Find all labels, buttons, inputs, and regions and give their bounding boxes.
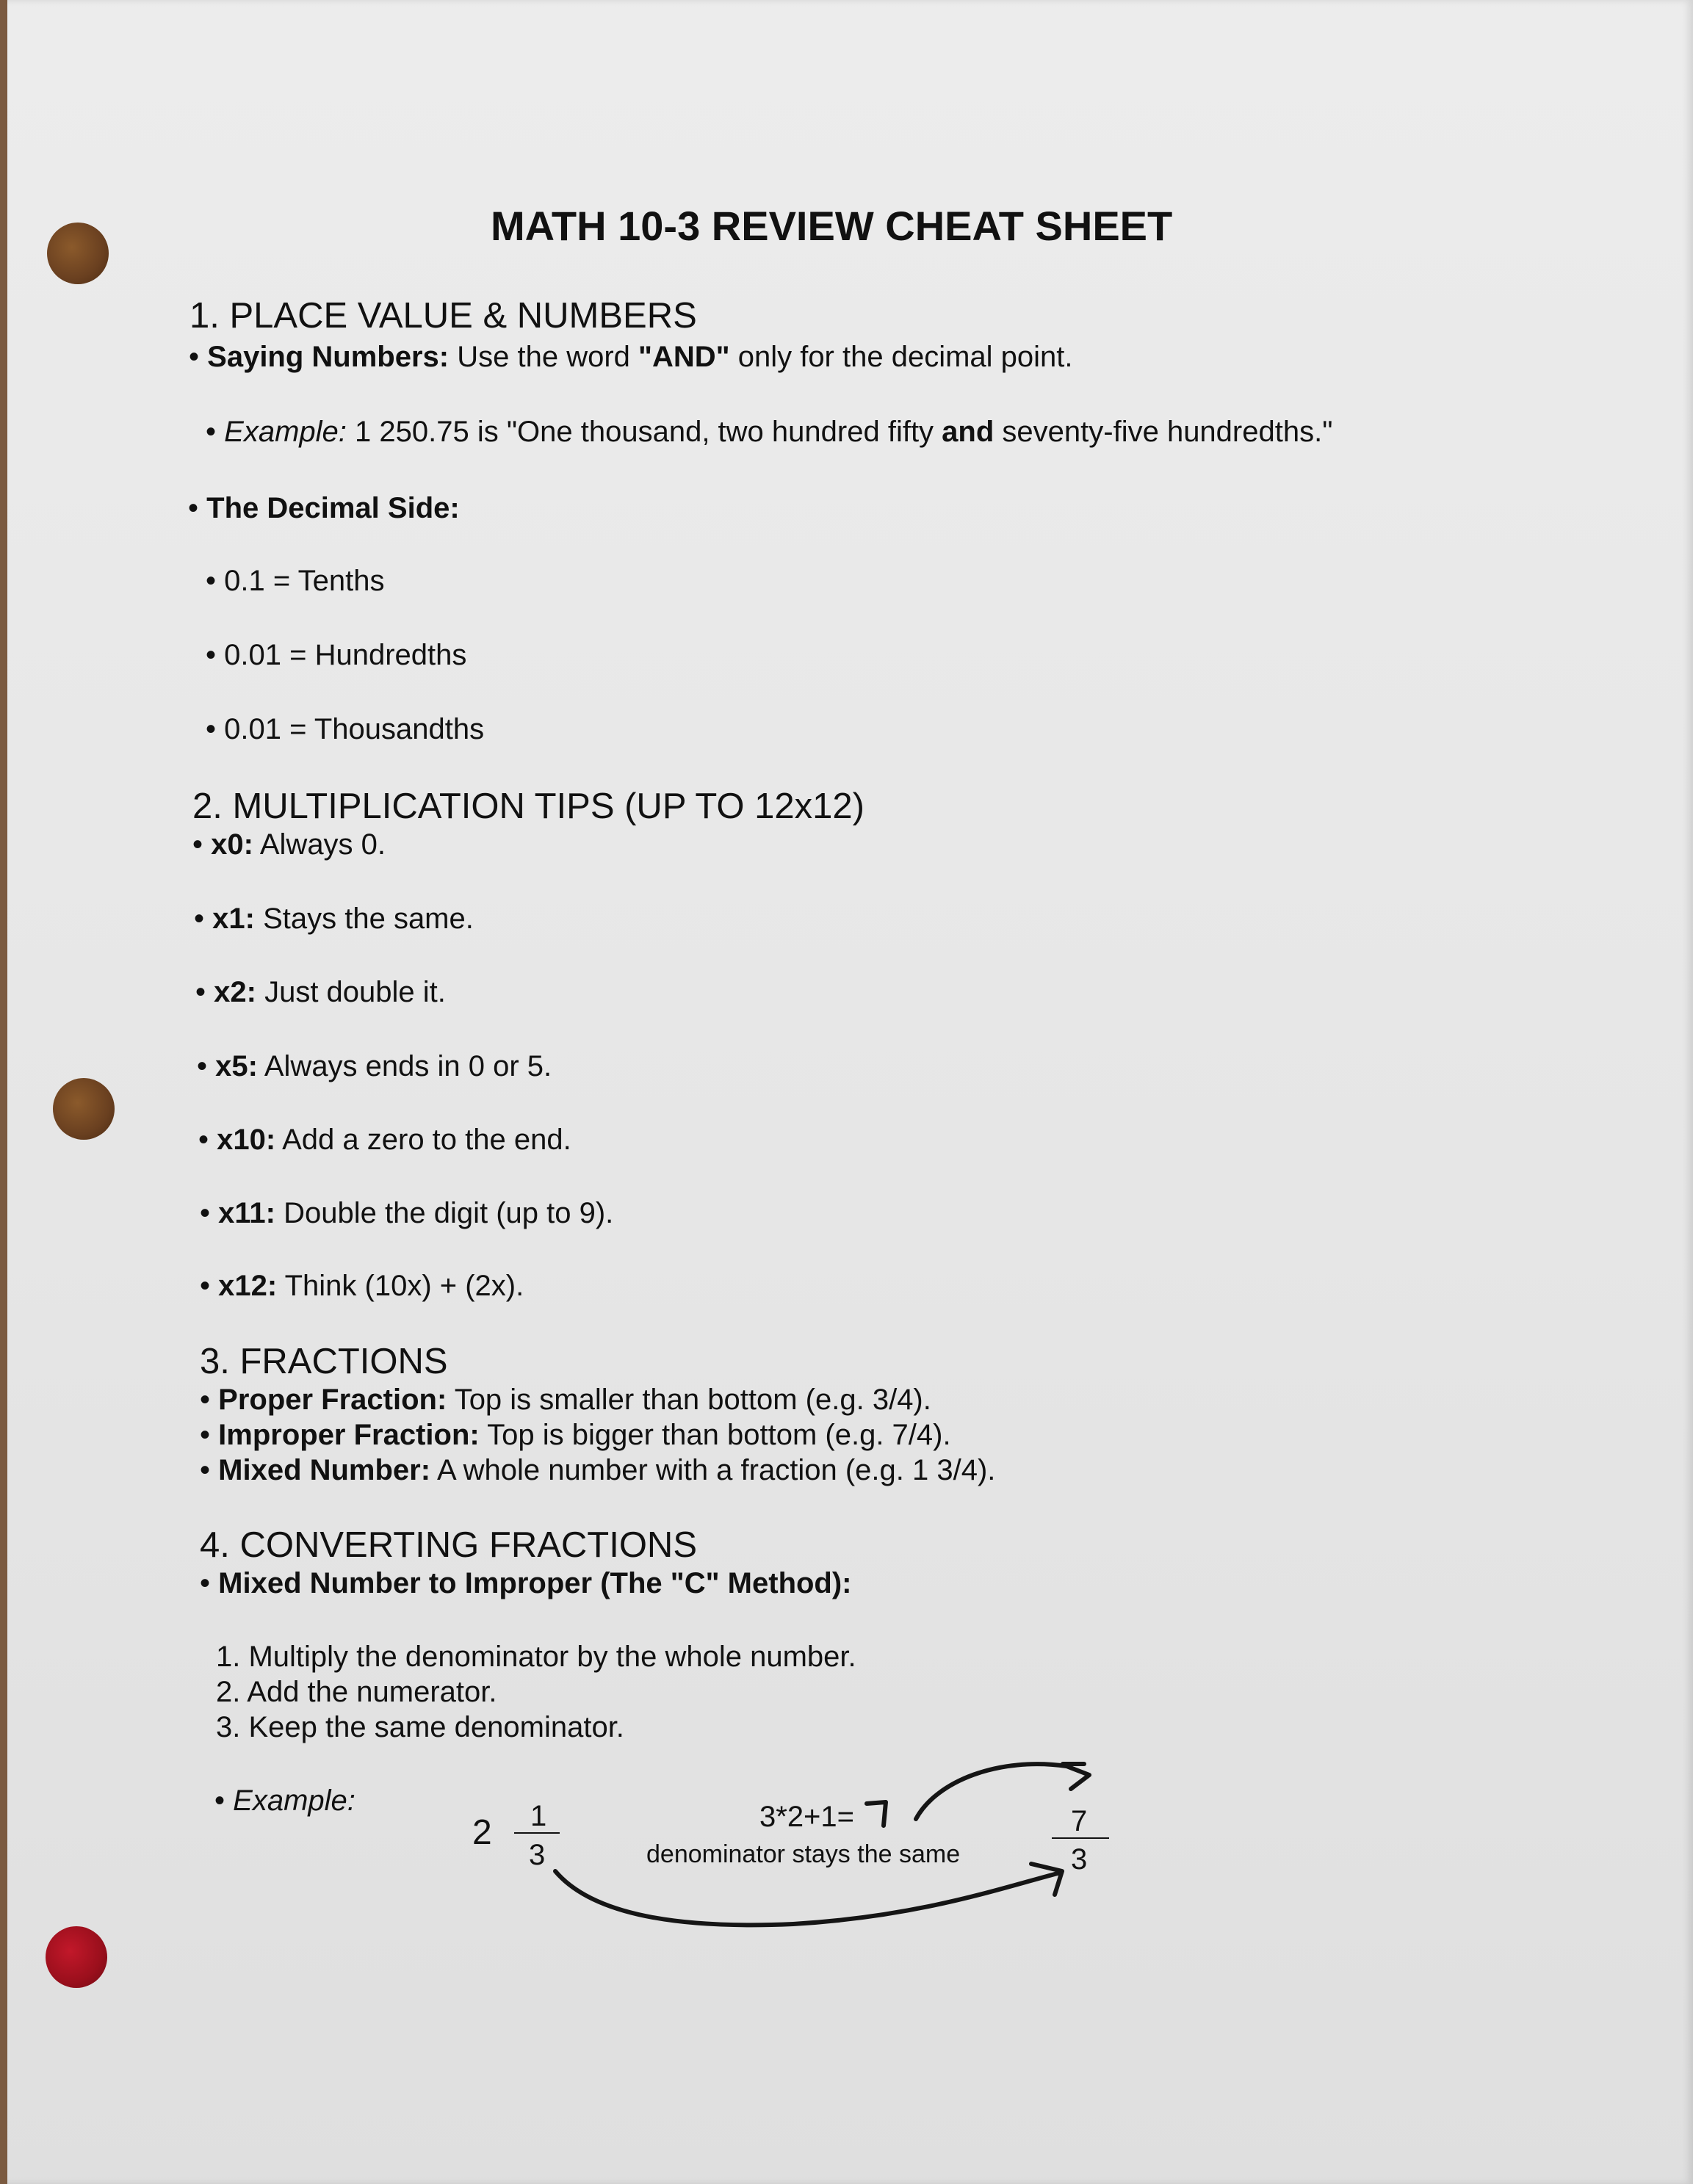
bullet: • bbox=[206, 639, 217, 671]
tip-label: x10: bbox=[217, 1124, 276, 1156]
bullet: • bbox=[200, 1567, 211, 1599]
bullet: • bbox=[192, 828, 203, 861]
tip-text: Add a zero to the end. bbox=[275, 1124, 571, 1156]
decimal-text: 0.01 = Hundredths bbox=[224, 639, 467, 671]
fraction-type-label: Mixed Number: bbox=[218, 1454, 431, 1486]
section-3-heading: 3. FRACTIONS bbox=[200, 1342, 448, 1381]
bullet: • bbox=[206, 416, 217, 448]
bullet: • bbox=[214, 1785, 225, 1817]
method-label: Mixed Number to Improper (The "C" Method): bbox=[218, 1567, 852, 1599]
tip-text: Always ends in 0 or 5. bbox=[257, 1050, 552, 1082]
mixed-denominator: 3 bbox=[529, 1839, 546, 1871]
bullet: • bbox=[195, 976, 206, 1008]
tip-label: x2: bbox=[214, 976, 256, 1008]
tip-label: x11: bbox=[218, 1197, 275, 1229]
fraction-type-text: A whole number with a fraction (e.g. 1 3/4). bbox=[430, 1454, 996, 1486]
and-word: "AND" bbox=[638, 341, 730, 373]
tip-text: Think (10x) + (2x). bbox=[277, 1270, 524, 1302]
top-arrow-icon bbox=[916, 1764, 1066, 1819]
tip-label: x12: bbox=[218, 1270, 278, 1302]
bullet: • bbox=[198, 1124, 209, 1156]
section-1-heading: 1. PLACE VALUE & NUMBERS bbox=[189, 296, 697, 336]
section-2-heading: 2. MULTIPLICATION TIPS (UP TO 12x12) bbox=[192, 787, 864, 826]
bullet: • bbox=[206, 565, 217, 597]
saying-numbers-text-end: only for the decimal point. bbox=[729, 341, 1073, 373]
tip-text: Double the digit (up to 9). bbox=[275, 1197, 614, 1229]
tip-text: Just double it. bbox=[256, 976, 446, 1008]
bottom-arrow-icon bbox=[555, 1871, 1058, 1925]
and-word: and bbox=[942, 416, 994, 448]
fraction-type-text: Top is bigger than bottom (e.g. 7/4). bbox=[479, 1419, 951, 1451]
fraction-type-label: Proper Fraction: bbox=[218, 1384, 447, 1416]
bullet: • bbox=[200, 1454, 211, 1486]
saying-numbers-text: Use the word bbox=[449, 341, 638, 373]
mixed-numerator: 1 bbox=[530, 1800, 547, 1832]
bullet: • bbox=[206, 713, 217, 745]
decimal-side-label: The Decimal Side: bbox=[206, 492, 460, 524]
top-arrowhead-icon bbox=[1066, 1766, 1089, 1789]
bullet: • bbox=[200, 1419, 211, 1451]
result-denominator: 3 bbox=[1071, 1843, 1088, 1876]
fraction-type-text: Top is smaller than bottom (e.g. 3/4). bbox=[447, 1384, 931, 1416]
tip-label: x1: bbox=[212, 903, 255, 935]
example-label: Example: bbox=[224, 416, 347, 448]
bullet: • bbox=[188, 492, 199, 524]
step-item: 3. Keep the same denominator. bbox=[216, 1711, 624, 1743]
denominator-note: denominator stays the same bbox=[646, 1840, 961, 1868]
tip-text: Stays the same. bbox=[254, 903, 474, 935]
fraction-type-label: Improper Fraction: bbox=[218, 1419, 480, 1451]
tip-label: x5: bbox=[215, 1050, 258, 1082]
mixed-whole: 2 bbox=[472, 1813, 492, 1852]
section-4-heading: 4. CONVERTING FRACTIONS bbox=[200, 1525, 698, 1565]
example-label: Example: bbox=[233, 1785, 355, 1817]
bullet: • bbox=[200, 1270, 211, 1302]
bullet: • bbox=[200, 1384, 211, 1416]
bullet: • bbox=[200, 1197, 211, 1229]
example-text-end: seventy-five hundredths." bbox=[994, 416, 1333, 448]
step-item: 1. Multiply the denominator by the whole number. bbox=[216, 1641, 856, 1673]
tip-text: Always 0. bbox=[253, 828, 386, 861]
example-text: 1 250.75 is "One thousand, two hundred fifty bbox=[346, 416, 942, 448]
decimal-text: 0.01 = Thousandths bbox=[224, 713, 485, 745]
bullet: • bbox=[189, 341, 200, 373]
result-numerator: 7 bbox=[1071, 1805, 1088, 1837]
saying-numbers-label: Saying Numbers: bbox=[207, 341, 450, 373]
bullet: • bbox=[197, 1050, 208, 1082]
bullet: • bbox=[194, 903, 205, 935]
tip-label: x0: bbox=[211, 828, 253, 861]
page-title: MATH 10-3 REVIEW CHEAT SHEET bbox=[491, 203, 1173, 249]
calc-text: 3*2+1= bbox=[759, 1801, 855, 1833]
decimal-text: 0.1 = Tenths bbox=[224, 565, 385, 597]
handwritten-seven bbox=[867, 1802, 886, 1826]
step-item: 2. Add the numerator. bbox=[216, 1676, 497, 1708]
